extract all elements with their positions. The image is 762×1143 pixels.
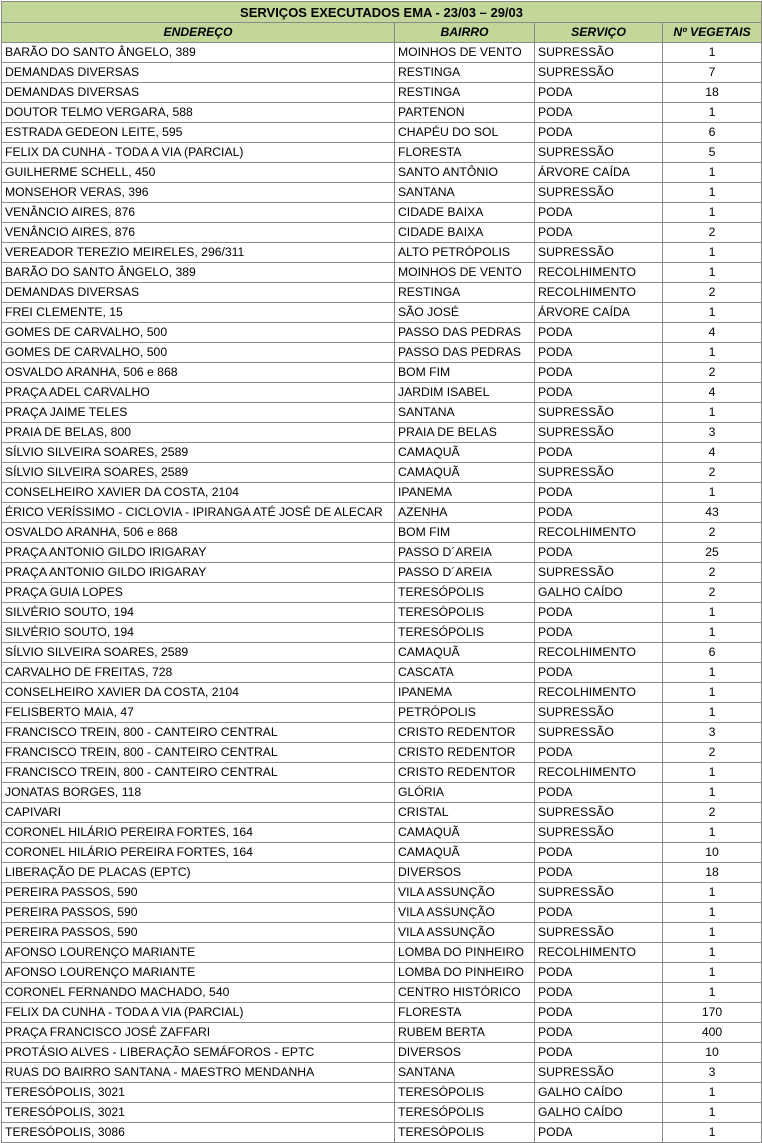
cell-servico: SUPRESSÃO xyxy=(535,423,663,443)
cell-bairro: MOINHOS DE VENTO xyxy=(395,43,535,63)
cell-bairro: SÃO JOSÉ xyxy=(395,303,535,323)
column-header-endereco: ENDEREÇO xyxy=(2,23,395,43)
cell-endereco: FELISBERTO MAIA, 47 xyxy=(2,703,395,723)
cell-vegetais: 4 xyxy=(663,383,762,403)
table-row xyxy=(2,283,762,303)
cell-bairro: RESTINGA xyxy=(395,63,535,83)
cell-endereco: PEREIRA PASSOS, 590 xyxy=(2,883,395,903)
cell-endereco: FELIX DA CUNHA - TODA A VIA (PARCIAL) xyxy=(2,1003,395,1023)
cell-vegetais: 1 xyxy=(663,163,762,183)
cell-endereco: PRAÇA GUIA LOPES xyxy=(2,583,395,603)
table-title: SERVIÇOS EXECUTADOS EMA - 23/03 – 29/03 xyxy=(2,2,762,23)
cell-servico: PODA xyxy=(535,663,663,683)
table-row xyxy=(2,1103,762,1123)
table-row xyxy=(2,103,762,123)
cell-servico: PODA xyxy=(535,1023,663,1043)
cell-vegetais: 4 xyxy=(663,443,762,463)
table-row xyxy=(2,663,762,683)
cell-endereco: BARÃO DO SANTO ÂNGELO, 389 xyxy=(2,263,395,283)
cell-servico: ÁRVORE CAÍDA xyxy=(535,303,663,323)
cell-servico: PODA xyxy=(535,483,663,503)
cell-endereco: PRAIA DE BELAS, 800 xyxy=(2,423,395,443)
cell-vegetais: 1 xyxy=(663,683,762,703)
cell-endereco: PRAÇA ANTONIO GILDO IRIGARAY xyxy=(2,563,395,583)
cell-endereco: CONSELHEIRO XAVIER DA COSTA, 2104 xyxy=(2,683,395,703)
cell-endereco: TERESÓPOLIS, 3086 xyxy=(2,1123,395,1143)
cell-bairro: PASSO DAS PEDRAS xyxy=(395,323,535,343)
cell-bairro: VILA ASSUNÇÃO xyxy=(395,903,535,923)
table-row xyxy=(2,223,762,243)
cell-vegetais: 43 xyxy=(663,503,762,523)
cell-servico: PODA xyxy=(535,743,663,763)
table-row xyxy=(2,623,762,643)
table-row xyxy=(2,843,762,863)
cell-servico: PODA xyxy=(535,323,663,343)
cell-endereco: SÍLVIO SILVEIRA SOARES, 2589 xyxy=(2,643,395,663)
cell-servico: PODA xyxy=(535,843,663,863)
cell-vegetais: 1 xyxy=(663,103,762,123)
cell-bairro: PASSO D´AREIA xyxy=(395,563,535,583)
cell-servico: PODA xyxy=(535,1003,663,1023)
cell-endereco: SILVÉRIO SOUTO, 194 xyxy=(2,623,395,643)
cell-servico: SUPRESSÃO xyxy=(535,703,663,723)
cell-servico: GALHO CAÍDO xyxy=(535,1103,663,1123)
cell-servico: PODA xyxy=(535,783,663,803)
table-row xyxy=(2,863,762,883)
table-row xyxy=(2,1083,762,1103)
table-row xyxy=(2,123,762,143)
cell-bairro: TERESÓPOLIS xyxy=(395,1083,535,1103)
cell-endereco: PEREIRA PASSOS, 590 xyxy=(2,903,395,923)
cell-endereco: VENÂNCIO AIRES, 876 xyxy=(2,203,395,223)
cell-vegetais: 7 xyxy=(663,63,762,83)
cell-vegetais: 1 xyxy=(663,483,762,503)
cell-vegetais: 1 xyxy=(663,883,762,903)
table-row xyxy=(2,163,762,183)
cell-servico: PODA xyxy=(535,603,663,623)
cell-endereco: PROTÁSIO ALVES - LIBERAÇÃO SEMÁFOROS - EPTC xyxy=(2,1043,395,1063)
cell-vegetais: 1 xyxy=(663,183,762,203)
cell-endereco: LIBERAÇÃO DE PLACAS (EPTC) xyxy=(2,863,395,883)
cell-vegetais: 1 xyxy=(663,343,762,363)
cell-endereco: DEMANDAS DIVERSAS xyxy=(2,83,395,103)
services-table xyxy=(1,1,762,1143)
cell-vegetais: 2 xyxy=(663,803,762,823)
cell-vegetais: 18 xyxy=(663,83,762,103)
cell-servico: SUPRESSÃO xyxy=(535,883,663,903)
cell-endereco: CARVALHO DE FREITAS, 728 xyxy=(2,663,395,683)
cell-servico: PODA xyxy=(535,343,663,363)
cell-endereco: PRAÇA JAIME TELES xyxy=(2,403,395,423)
cell-vegetais: 10 xyxy=(663,843,762,863)
cell-bairro: LOMBA DO PINHEIRO xyxy=(395,943,535,963)
cell-vegetais: 1 xyxy=(663,43,762,63)
table-row xyxy=(2,43,762,63)
cell-servico: SUPRESSÃO xyxy=(535,143,663,163)
cell-endereco: CORONEL HILÁRIO PEREIRA FORTES, 164 xyxy=(2,843,395,863)
cell-endereco: GOMES DE CARVALHO, 500 xyxy=(2,323,395,343)
table-row xyxy=(2,243,762,263)
cell-endereco: JONATAS BORGES, 118 xyxy=(2,783,395,803)
table-row xyxy=(2,703,762,723)
cell-endereco: CONSELHEIRO XAVIER DA COSTA, 2104 xyxy=(2,483,395,503)
cell-vegetais: 3 xyxy=(663,723,762,743)
cell-endereco: FRANCISCO TREIN, 800 - CANTEIRO CENTRAL xyxy=(2,743,395,763)
table-row xyxy=(2,523,762,543)
cell-bairro: CRISTO REDENTOR xyxy=(395,723,535,743)
cell-servico: ÁRVORE CAÍDA xyxy=(535,163,663,183)
cell-vegetais: 1 xyxy=(663,703,762,723)
cell-servico: PODA xyxy=(535,103,663,123)
cell-bairro: FLORESTA xyxy=(395,1003,535,1023)
cell-servico: GALHO CAÍDO xyxy=(535,1083,663,1103)
cell-endereco: PEREIRA PASSOS, 590 xyxy=(2,923,395,943)
cell-vegetais: 2 xyxy=(663,523,762,543)
column-header-servico: SERVIÇO xyxy=(535,23,663,43)
cell-endereco: VEREADOR TEREZIO MEIRELES, 296/311 xyxy=(2,243,395,263)
table-row xyxy=(2,683,762,703)
cell-endereco: GUILHERME SCHELL, 450 xyxy=(2,163,395,183)
table-row xyxy=(2,483,762,503)
table-row xyxy=(2,363,762,383)
cell-endereco: OSVALDO ARANHA, 506 e 868 xyxy=(2,523,395,543)
cell-servico: SUPRESSÃO xyxy=(535,803,663,823)
cell-endereco: PRAÇA ADEL CARVALHO xyxy=(2,383,395,403)
table-row xyxy=(2,823,762,843)
cell-bairro: SANTANA xyxy=(395,183,535,203)
cell-endereco: TERESÓPOLIS, 3021 xyxy=(2,1103,395,1123)
cell-servico: SUPRESSÃO xyxy=(535,823,663,843)
table-row xyxy=(2,923,762,943)
cell-bairro: CASCATA xyxy=(395,663,535,683)
cell-endereco: SILVÉRIO SOUTO, 194 xyxy=(2,603,395,623)
cell-bairro: TERESÓPOLIS xyxy=(395,1123,535,1143)
cell-bairro: DIVERSOS xyxy=(395,863,535,883)
cell-servico: SUPRESSÃO xyxy=(535,43,663,63)
cell-servico: PODA xyxy=(535,863,663,883)
cell-endereco: OSVALDO ARANHA, 506 e 868 xyxy=(2,363,395,383)
cell-endereco: CORONEL FERNANDO MACHADO, 540 xyxy=(2,983,395,1003)
cell-bairro: TERESÓPOLIS xyxy=(395,1103,535,1123)
cell-servico: SUPRESSÃO xyxy=(535,243,663,263)
cell-servico: PODA xyxy=(535,623,663,643)
cell-bairro: PARTENON xyxy=(395,103,535,123)
cell-servico: PODA xyxy=(535,383,663,403)
cell-endereco: CORONEL HILÁRIO PEREIRA FORTES, 164 xyxy=(2,823,395,843)
cell-vegetais: 10 xyxy=(663,1043,762,1063)
cell-vegetais: 1 xyxy=(663,623,762,643)
cell-servico: PODA xyxy=(535,503,663,523)
cell-bairro: CAMAQUÃ xyxy=(395,843,535,863)
cell-servico: RECOLHIMENTO xyxy=(535,283,663,303)
cell-bairro: CAMAQUÃ xyxy=(395,643,535,663)
cell-servico: SUPRESSÃO xyxy=(535,1063,663,1083)
cell-endereco: GOMES DE CARVALHO, 500 xyxy=(2,343,395,363)
table-row xyxy=(2,463,762,483)
cell-endereco: DOUTOR TELMO VERGARA, 588 xyxy=(2,103,395,123)
cell-vegetais: 3 xyxy=(663,1063,762,1083)
cell-endereco: DEMANDAS DIVERSAS xyxy=(2,63,395,83)
cell-servico: PODA xyxy=(535,1043,663,1063)
cell-vegetais: 1 xyxy=(663,243,762,263)
cell-endereco: SÍLVIO SILVEIRA SOARES, 2589 xyxy=(2,443,395,463)
cell-vegetais: 1 xyxy=(663,663,762,683)
cell-vegetais: 18 xyxy=(663,863,762,883)
cell-bairro: RESTINGA xyxy=(395,83,535,103)
table-row xyxy=(2,763,762,783)
cell-servico: PODA xyxy=(535,543,663,563)
cell-endereco: ESTRADA GEDEON LEITE, 595 xyxy=(2,123,395,143)
cell-servico: PODA xyxy=(535,983,663,1003)
cell-servico: RECOLHIMENTO xyxy=(535,763,663,783)
column-header-bairro: BAIRRO xyxy=(395,23,535,43)
cell-vegetais: 1 xyxy=(663,403,762,423)
table-body xyxy=(2,43,762,1143)
cell-vegetais: 1 xyxy=(663,263,762,283)
table-row xyxy=(2,303,762,323)
cell-bairro: CIDADE BAIXA xyxy=(395,203,535,223)
cell-bairro: BOM FIM xyxy=(395,363,535,383)
cell-bairro: IPANEMA xyxy=(395,483,535,503)
table-row xyxy=(2,723,762,743)
cell-vegetais: 6 xyxy=(663,643,762,663)
table-row xyxy=(2,203,762,223)
cell-servico: PODA xyxy=(535,443,663,463)
table-row xyxy=(2,143,762,163)
cell-servico: SUPRESSÃO xyxy=(535,183,663,203)
cell-endereco: PRAÇA ANTONIO GILDO IRIGARAY xyxy=(2,543,395,563)
cell-vegetais: 2 xyxy=(663,563,762,583)
cell-bairro: TERESÓPOLIS xyxy=(395,583,535,603)
cell-vegetais: 400 xyxy=(663,1023,762,1043)
cell-vegetais: 2 xyxy=(663,223,762,243)
table-row xyxy=(2,583,762,603)
cell-servico: SUPRESSÃO xyxy=(535,403,663,423)
table-row xyxy=(2,603,762,623)
cell-vegetais: 1 xyxy=(663,923,762,943)
cell-servico: RECOLHIMENTO xyxy=(535,683,663,703)
cell-bairro: DIVERSOS xyxy=(395,1043,535,1063)
cell-endereco: PRAÇA FRANCISCO JOSÉ ZAFFARI xyxy=(2,1023,395,1043)
table-row xyxy=(2,963,762,983)
cell-bairro: TERESÓPOLIS xyxy=(395,603,535,623)
cell-vegetais: 170 xyxy=(663,1003,762,1023)
cell-endereco: FRANCISCO TREIN, 800 - CANTEIRO CENTRAL xyxy=(2,763,395,783)
cell-endereco: RUAS DO BAIRRO SANTANA - MAESTRO MENDANHA xyxy=(2,1063,395,1083)
table-row xyxy=(2,1063,762,1083)
table-row xyxy=(2,543,762,563)
cell-bairro: PASSO DAS PEDRAS xyxy=(395,343,535,363)
cell-bairro: PETRÓPOLIS xyxy=(395,703,535,723)
table-row xyxy=(2,903,762,923)
cell-servico: RECOLHIMENTO xyxy=(535,943,663,963)
cell-servico: SUPRESSÃO xyxy=(535,463,663,483)
cell-bairro: ALTO PETRÓPOLIS xyxy=(395,243,535,263)
column-header-vegetais: Nº VEGETAIS xyxy=(663,23,762,43)
table-row xyxy=(2,423,762,443)
cell-vegetais: 3 xyxy=(663,423,762,443)
table-row xyxy=(2,343,762,363)
table-row xyxy=(2,263,762,283)
table-row xyxy=(2,323,762,343)
cell-endereco: ÉRICO VERÍSSIMO - CICLOVIA - IPIRANGA ATÉ JOSÉ DE ALECAR xyxy=(2,503,395,523)
table-row xyxy=(2,443,762,463)
cell-servico: PODA xyxy=(535,1123,663,1143)
table-row xyxy=(2,1123,762,1143)
cell-vegetais: 4 xyxy=(663,323,762,343)
cell-bairro: PRAIA DE BELAS xyxy=(395,423,535,443)
table-row xyxy=(2,1023,762,1043)
table-row xyxy=(2,1043,762,1063)
table-row xyxy=(2,943,762,963)
cell-endereco: MONSEHOR VERAS, 396 xyxy=(2,183,395,203)
cell-endereco: FELIX DA CUNHA - TODA A VIA (PARCIAL) xyxy=(2,143,395,163)
cell-bairro: IPANEMA xyxy=(395,683,535,703)
cell-vegetais: 25 xyxy=(663,543,762,563)
cell-servico: PODA xyxy=(535,363,663,383)
table-row xyxy=(2,743,762,763)
cell-bairro: BOM FIM xyxy=(395,523,535,543)
table-row xyxy=(2,83,762,103)
cell-endereco: SÍLVIO SILVEIRA SOARES, 2589 xyxy=(2,463,395,483)
cell-bairro: VILA ASSUNÇÃO xyxy=(395,883,535,903)
cell-servico: RECOLHIMENTO xyxy=(535,643,663,663)
cell-servico: GALHO CAÍDO xyxy=(535,583,663,603)
cell-endereco: BARÃO DO SANTO ÂNGELO, 389 xyxy=(2,43,395,63)
cell-vegetais: 1 xyxy=(663,983,762,1003)
cell-servico: PODA xyxy=(535,83,663,103)
cell-vegetais: 1 xyxy=(663,823,762,843)
cell-endereco: TERESÓPOLIS, 3021 xyxy=(2,1083,395,1103)
cell-bairro: CRISTAL xyxy=(395,803,535,823)
cell-bairro: PASSO D´AREIA xyxy=(395,543,535,563)
cell-vegetais: 1 xyxy=(663,783,762,803)
cell-endereco: VENÂNCIO AIRES, 876 xyxy=(2,223,395,243)
table-row xyxy=(2,643,762,663)
cell-bairro: MOINHOS DE VENTO xyxy=(395,263,535,283)
table-row xyxy=(2,783,762,803)
cell-vegetais: 6 xyxy=(663,123,762,143)
cell-bairro: CAMAQUÃ xyxy=(395,463,535,483)
cell-bairro: VILA ASSUNÇÃO xyxy=(395,923,535,943)
cell-servico: SUPRESSÃO xyxy=(535,63,663,83)
title-row xyxy=(2,2,762,23)
cell-servico: PODA xyxy=(535,903,663,923)
cell-endereco: FRANCISCO TREIN, 800 - CANTEIRO CENTRAL xyxy=(2,723,395,743)
table-row xyxy=(2,803,762,823)
cell-bairro: CAMAQUÃ xyxy=(395,823,535,843)
cell-endereco: FREI CLEMENTE, 15 xyxy=(2,303,395,323)
table-row xyxy=(2,403,762,423)
cell-vegetais: 5 xyxy=(663,143,762,163)
cell-vegetais: 1 xyxy=(663,603,762,623)
cell-bairro: TERESÓPOLIS xyxy=(395,623,535,643)
cell-endereco: AFONSO LOURENÇO MARIANTE xyxy=(2,943,395,963)
table-row xyxy=(2,63,762,83)
cell-bairro: CRISTO REDENTOR xyxy=(395,763,535,783)
cell-vegetais: 1 xyxy=(663,1123,762,1143)
cell-servico: RECOLHIMENTO xyxy=(535,523,663,543)
cell-bairro: SANTANA xyxy=(395,1063,535,1083)
table-row xyxy=(2,1003,762,1023)
cell-vegetais: 2 xyxy=(663,283,762,303)
cell-endereco: CAPIVARI xyxy=(2,803,395,823)
table-row xyxy=(2,183,762,203)
table-row xyxy=(2,883,762,903)
cell-bairro: CENTRO HISTÓRICO xyxy=(395,983,535,1003)
cell-bairro: GLÓRIA xyxy=(395,783,535,803)
cell-endereco: DEMANDAS DIVERSAS xyxy=(2,283,395,303)
cell-servico: PODA xyxy=(535,203,663,223)
cell-servico: SUPRESSÃO xyxy=(535,563,663,583)
cell-bairro: CRISTO REDENTOR xyxy=(395,743,535,763)
cell-bairro: JARDIM ISABEL xyxy=(395,383,535,403)
cell-vegetais: 2 xyxy=(663,583,762,603)
table-row xyxy=(2,983,762,1003)
cell-bairro: CHAPÉU DO SOL xyxy=(395,123,535,143)
cell-vegetais: 1 xyxy=(663,203,762,223)
cell-servico: SUPRESSÃO xyxy=(535,923,663,943)
cell-bairro: SANTO ANTÔNIO xyxy=(395,163,535,183)
cell-vegetais: 1 xyxy=(663,1083,762,1103)
cell-servico: PODA xyxy=(535,123,663,143)
cell-bairro: SANTANA xyxy=(395,403,535,423)
cell-servico: PODA xyxy=(535,963,663,983)
cell-vegetais: 2 xyxy=(663,743,762,763)
cell-servico: RECOLHIMENTO xyxy=(535,263,663,283)
cell-bairro: CIDADE BAIXA xyxy=(395,223,535,243)
header-row xyxy=(2,23,762,43)
cell-vegetais: 1 xyxy=(663,763,762,783)
cell-vegetais: 1 xyxy=(663,903,762,923)
cell-bairro: AZENHA xyxy=(395,503,535,523)
cell-vegetais: 2 xyxy=(663,463,762,483)
cell-bairro: RESTINGA xyxy=(395,283,535,303)
cell-bairro: CAMAQUÃ xyxy=(395,443,535,463)
table-row xyxy=(2,503,762,523)
cell-bairro: RUBEM BERTA xyxy=(395,1023,535,1043)
cell-vegetais: 1 xyxy=(663,1103,762,1123)
table-row xyxy=(2,383,762,403)
cell-bairro: FLORESTA xyxy=(395,143,535,163)
cell-endereco: AFONSO LOURENÇO MARIANTE xyxy=(2,963,395,983)
cell-servico: SUPRESSÃO xyxy=(535,723,663,743)
cell-vegetais: 1 xyxy=(663,963,762,983)
cell-bairro: LOMBA DO PINHEIRO xyxy=(395,963,535,983)
cell-servico: PODA xyxy=(535,223,663,243)
table-row xyxy=(2,563,762,583)
cell-vegetais: 2 xyxy=(663,363,762,383)
cell-vegetais: 1 xyxy=(663,303,762,323)
cell-vegetais: 1 xyxy=(663,943,762,963)
